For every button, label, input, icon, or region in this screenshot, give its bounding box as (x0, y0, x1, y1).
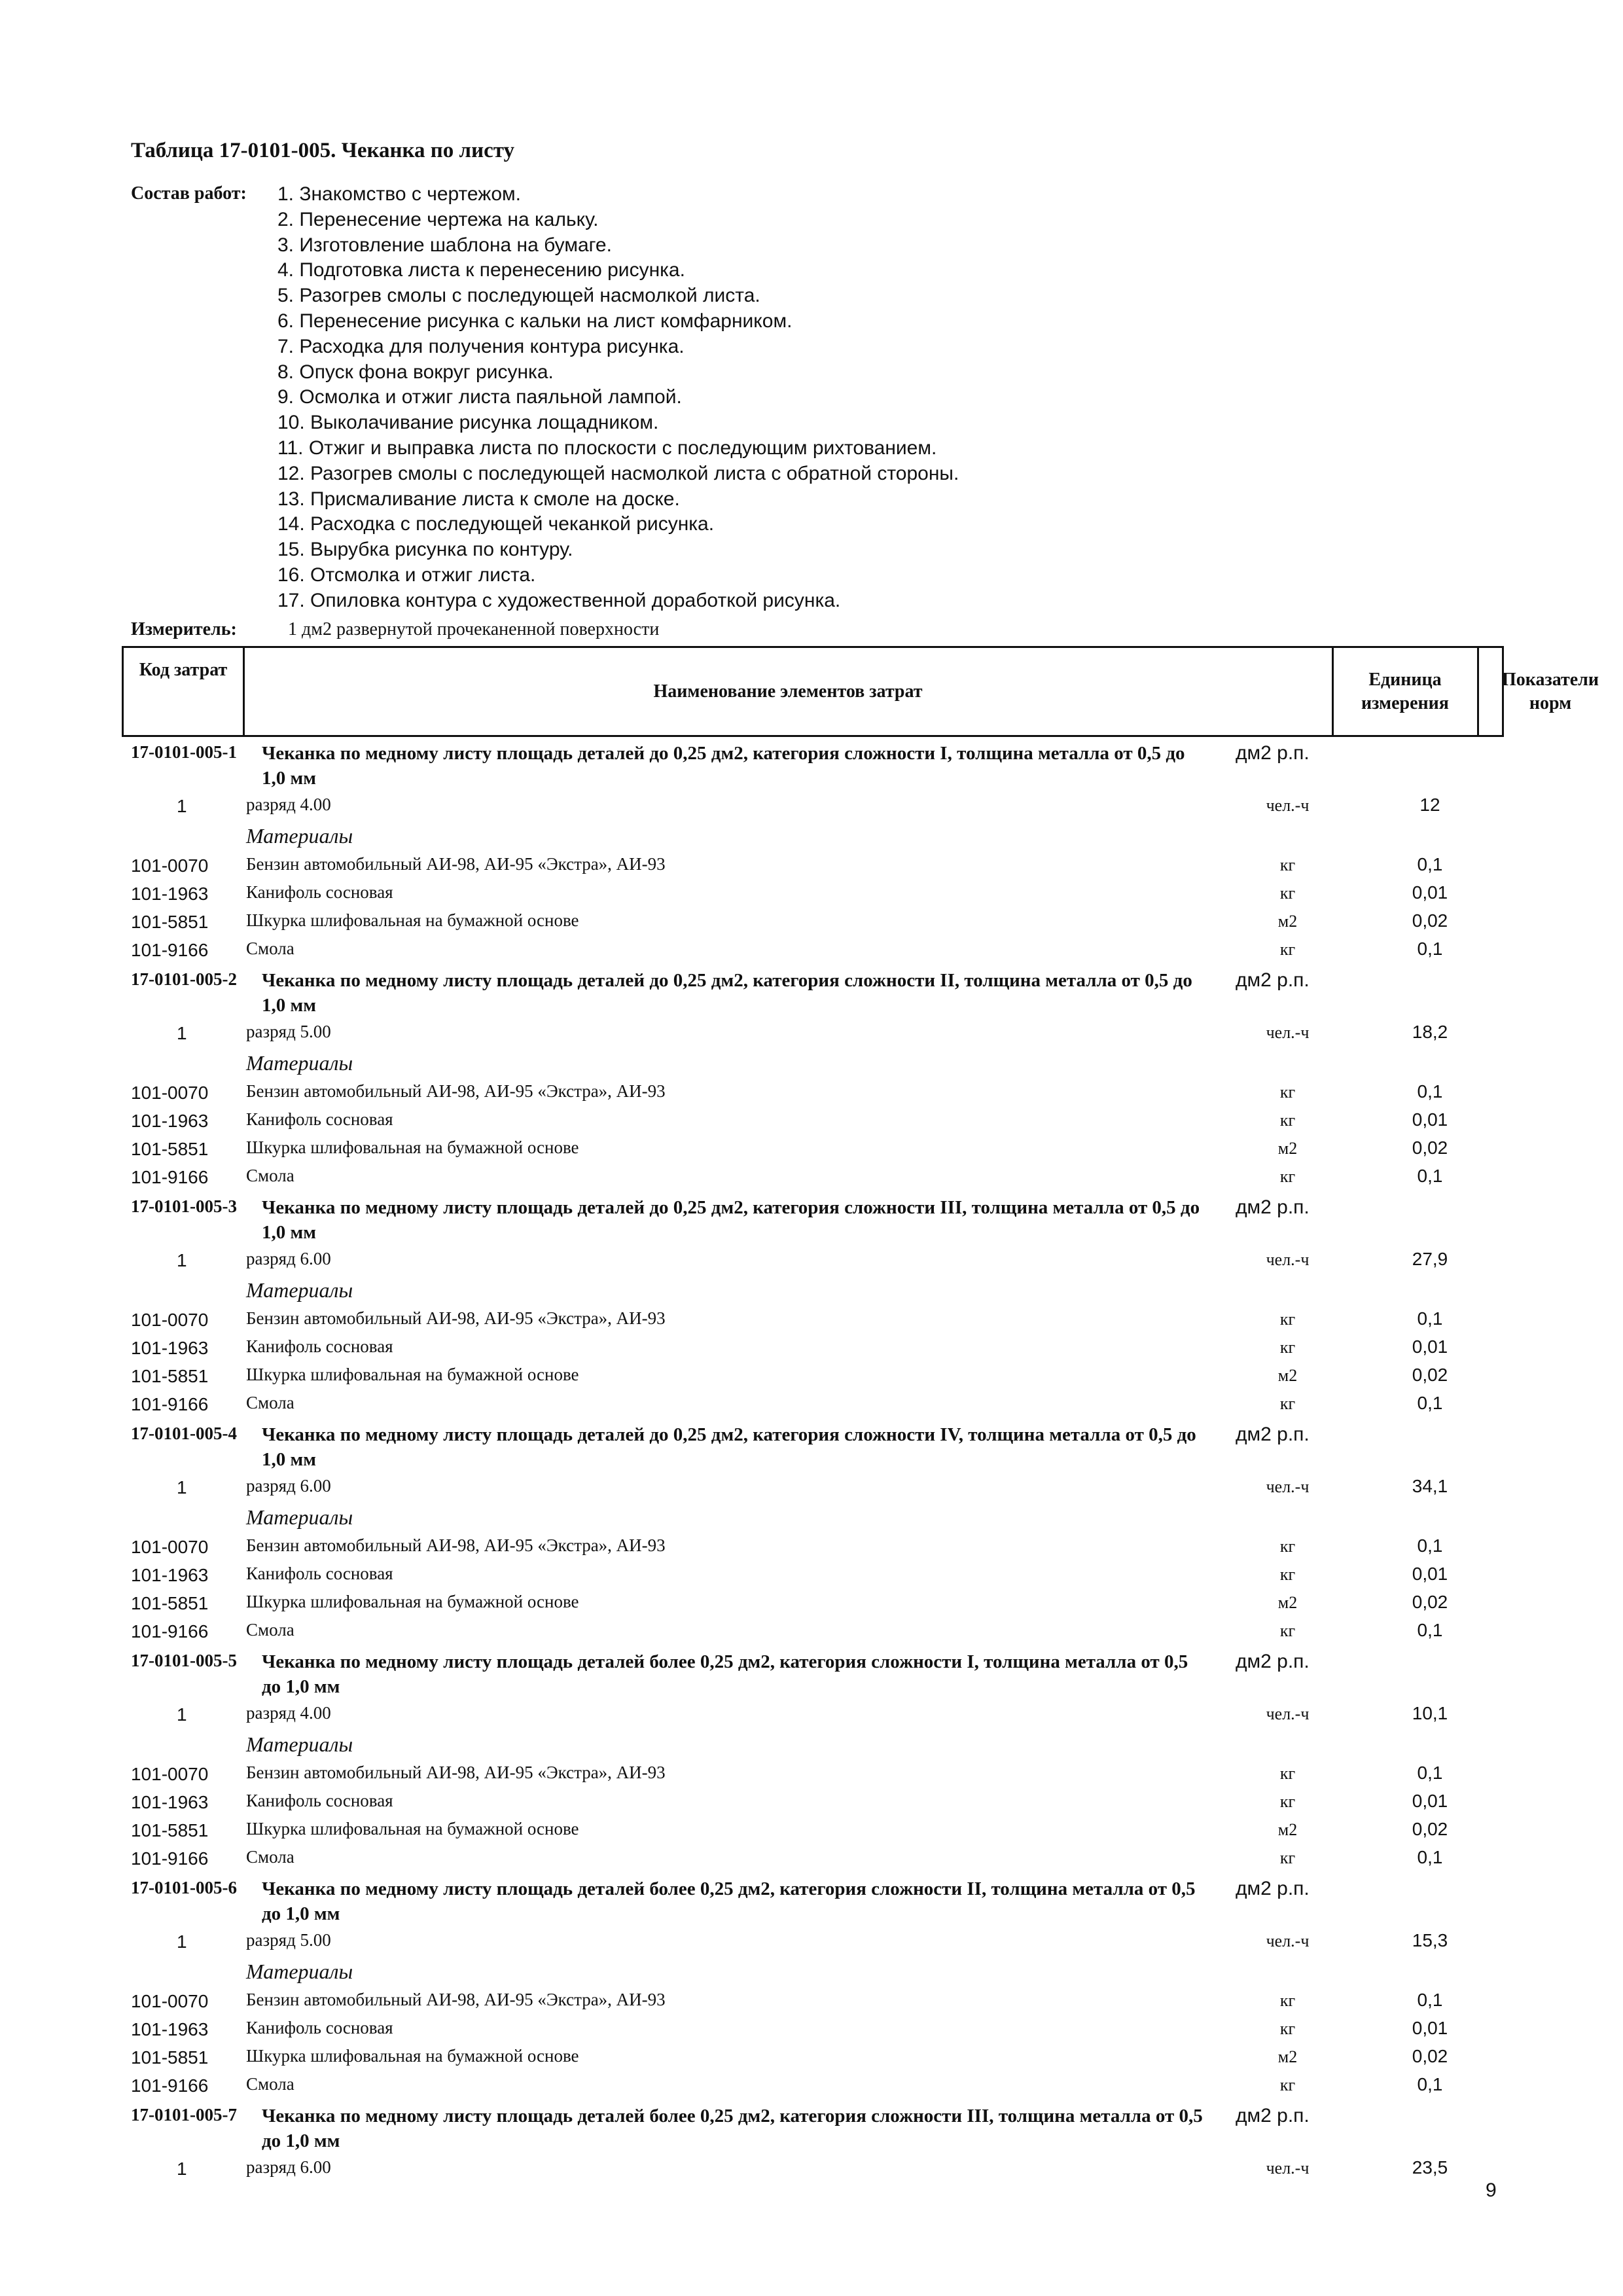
cell-unit: м2 (1277, 912, 1298, 931)
cell-code: 101-9166 (131, 940, 209, 960)
cell-code: 17-0101-005-3 (131, 1196, 237, 1216)
page-title: Таблица 17-0101-005. Чеканка по листу (131, 139, 515, 162)
cell-unit: кг (1279, 855, 1296, 874)
section-row (0, 1873, 1623, 1928)
cell-code: 101-5851 (131, 1593, 209, 1613)
cell-unit: кг (1279, 1394, 1296, 1413)
cell-norm: 23,5 (1412, 2157, 1448, 2178)
cell-name: Чеканка по медному листу площадь деталей до 0,25 дм2, категория сложности III, толщина металла от 0,5 до 1,0 мм (262, 1197, 1200, 1243)
cell-unit: кг (1279, 940, 1296, 959)
material-row (0, 1079, 1623, 1107)
cell-unit: м2 (1277, 1593, 1298, 1612)
material-row (0, 1816, 1623, 1844)
cell-name: разряд 5.00 (246, 1022, 331, 1041)
cell-unit: м2 (1277, 1366, 1298, 1385)
cell-unit: дм2 р.п. (1236, 969, 1310, 991)
cell-name: Канифоль сосновая (246, 1109, 393, 1129)
cell-norm: 0,1 (1417, 1847, 1443, 1867)
section-row (0, 737, 1623, 792)
cell-unit: кг (1279, 1310, 1296, 1329)
material-row (0, 1561, 1623, 1589)
cell-unit: кг (1279, 1621, 1296, 1640)
work-step: 14. Расходка с последующей чеканкой рисунка. (277, 513, 715, 535)
material-row (0, 1987, 1623, 2015)
cell-name: Бензин автомобильный АИ-98, АИ-95 «Экстра», АИ-93 (246, 1308, 666, 1328)
material-row (0, 1362, 1623, 1390)
materials-heading-row (0, 1729, 1623, 1760)
cell-unit: дм2 р.п. (1236, 1651, 1310, 1672)
material-row (0, 852, 1623, 880)
cell-code: 101-0070 (131, 1991, 209, 2011)
labor-row (0, 1019, 1623, 1047)
materials-heading-row (0, 1956, 1623, 1987)
cell-name: Смола (246, 1847, 294, 1867)
cell-norm: 0,01 (1412, 882, 1448, 903)
cell-code: 1 (177, 1931, 187, 1952)
cell-name: Шкурка шлифовальная на бумажной основе (246, 1365, 579, 1384)
cell-norm: 12 (1419, 795, 1440, 815)
labor-row (0, 1928, 1623, 1956)
materials-heading-row (0, 1501, 1623, 1533)
cell-code: 17-0101-005-4 (131, 1424, 237, 1443)
cell-code: 101-1963 (131, 1111, 209, 1131)
work-step: 9. Осмолка и отжиг листа паяльной лампой. (277, 386, 682, 408)
cell-unit: кг (1279, 1991, 1296, 2010)
material-row (0, 1760, 1623, 1788)
cell-name: Шкурка шлифовальная на бумажной основе (246, 910, 579, 930)
cell-unit: м2 (1277, 2047, 1298, 2066)
cell-code: 101-0070 (131, 855, 209, 876)
cell-name: Чеканка по медному листу площадь деталей более 0,25 дм2, категория сложности II, толщина металла от 0,5 до 1,0 мм (262, 1878, 1196, 1924)
cell-norm: 0,1 (1417, 1763, 1443, 1783)
cell-code: 17-0101-005-7 (131, 2105, 237, 2125)
cell-code: 101-1963 (131, 1565, 209, 1585)
cell-code: 101-5851 (131, 1820, 209, 1840)
cell-unit: кг (1279, 1111, 1296, 1130)
cell-norm: 0,02 (1412, 1365, 1448, 1385)
cell-norm: 0,01 (1412, 2018, 1448, 2038)
material-row (0, 1533, 1623, 1561)
cell-code: 1 (177, 1704, 187, 1725)
cell-code: 101-5851 (131, 912, 209, 932)
cell-norm: 0,1 (1417, 1535, 1443, 1556)
materials-heading-row (0, 820, 1623, 852)
cell-code: 1 (177, 1250, 187, 1270)
cell-unit: дм2 р.п. (1236, 742, 1310, 764)
cell-code: 101-9166 (131, 1621, 209, 1641)
cell-code: 1 (177, 1023, 187, 1043)
work-step: 12. Разогрев смолы с последующей насмолкой листа с обратной стороны. (277, 462, 959, 484)
material-row (0, 2015, 1623, 2043)
cell-name: Канифоль сосновая (246, 1791, 393, 1810)
work-step: 1. Знакомство с чертежом. (277, 183, 521, 205)
work-step: 8. Опуск фона вокруг рисунка. (277, 361, 554, 383)
material-row (0, 880, 1623, 908)
cell-name: Чеканка по медному листу площадь деталей до 0,25 дм2, категория сложности IV, толщина металла от 0,5 до 1,0 мм (262, 1424, 1196, 1470)
cell-unit: чел.-ч (1266, 1477, 1310, 1496)
cell-norm: 0,1 (1417, 1166, 1443, 1186)
cell-name: Материалы (246, 1732, 353, 1756)
page-number: 9 (1486, 2179, 1497, 2201)
work-composition-list (277, 182, 959, 614)
cell-unit: кг (1279, 1167, 1296, 1186)
cell-norm: 0,01 (1412, 1564, 1448, 1584)
work-step: 6. Перенесение рисунка с кальки на лист комфарником. (277, 310, 793, 332)
work-step: 2. Перенесение чертежа на кальку. (277, 208, 599, 230)
material-row (0, 2043, 1623, 2072)
cell-name: Шкурка шлифовальная на бумажной основе (246, 2046, 579, 2066)
cell-name: Чеканка по медному листу площадь деталей более 0,25 дм2, категория сложности I, толщина металла от 0,5 до 1,0 мм (262, 1651, 1188, 1697)
cell-code: 101-9166 (131, 1167, 209, 1187)
cell-unit: кг (1279, 1537, 1296, 1556)
cell-name: Бензин автомобильный АИ-98, АИ-95 «Экстра», АИ-93 (246, 1535, 666, 1555)
material-row (0, 1163, 1623, 1191)
cell-norm: 18,2 (1412, 1022, 1448, 1042)
work-step: 15. Вырубка рисунка по контуру. (277, 539, 573, 561)
cell-unit: кг (1279, 2019, 1296, 2038)
section-row (0, 1645, 1623, 1700)
material-row (0, 1844, 1623, 1873)
cell-name: разряд 4.00 (246, 795, 331, 814)
header-unit: Единица измерения (1361, 669, 1449, 713)
cell-unit: кг (1279, 1338, 1296, 1357)
cell-code: 101-5851 (131, 1366, 209, 1386)
cell-code: 17-0101-005-6 (131, 1878, 237, 1897)
cell-code: 1 (177, 1477, 187, 1498)
cell-code: 101-1963 (131, 2019, 209, 2039)
cell-name: Бензин автомобильный АИ-98, АИ-95 «Экстра», АИ-93 (246, 1081, 666, 1101)
cell-norm: 0,02 (1412, 910, 1448, 931)
cell-code: 101-0070 (131, 1537, 209, 1557)
material-row (0, 1306, 1623, 1334)
cell-name: Шкурка шлифовальная на бумажной основе (246, 1819, 579, 1839)
cell-code: 101-1963 (131, 1338, 209, 1358)
cell-unit: чел.-ч (1266, 1023, 1310, 1042)
cell-norm: 0,02 (1412, 2046, 1448, 2066)
cell-norm: 0,1 (1417, 1990, 1443, 2010)
material-row (0, 1107, 1623, 1135)
cell-name: разряд 6.00 (246, 1476, 331, 1496)
cell-code: 101-9166 (131, 1848, 209, 1869)
work-step: 4. Подготовка листа к перенесению рисунка. (277, 259, 685, 281)
material-row (0, 936, 1623, 964)
material-row (0, 1589, 1623, 1617)
section-row (0, 1191, 1623, 1246)
cell-norm: 0,1 (1417, 1081, 1443, 1102)
cell-norm: 0,1 (1417, 939, 1443, 959)
work-step: 11. Отжиг и выправка листа по плоскости с последующим рихтованием. (277, 437, 937, 459)
cell-code: 17-0101-005-2 (131, 969, 237, 989)
cell-name: Бензин автомобильный АИ-98, АИ-95 «Экстра», АИ-93 (246, 1763, 666, 1782)
cell-unit: дм2 р.п. (1236, 1878, 1310, 1899)
cell-name: Материалы (246, 1278, 353, 1302)
cell-code: 101-0070 (131, 1310, 209, 1330)
measure-label: Измеритель: (131, 619, 237, 639)
table-body (0, 737, 1623, 2183)
work-step: 10. Выколачивание рисунка лощадником. (277, 412, 659, 434)
cell-code: 1 (177, 796, 187, 816)
cell-unit: кг (1279, 1792, 1296, 1811)
cell-unit: кг (1279, 1848, 1296, 1867)
labor-row (0, 1246, 1623, 1274)
cell-unit: чел.-ч (1266, 796, 1310, 815)
cell-norm: 0,02 (1412, 1819, 1448, 1839)
cell-unit: м2 (1277, 1820, 1298, 1839)
cell-unit: кг (1279, 884, 1296, 903)
cell-name: разряд 5.00 (246, 1930, 331, 1950)
cell-unit: кг (1279, 1565, 1296, 1584)
cell-code: 101-9166 (131, 2075, 209, 2096)
material-row (0, 2072, 1623, 2100)
labor-row (0, 1473, 1623, 1501)
cell-code: 101-5851 (131, 2047, 209, 2068)
cell-unit: дм2 р.п. (1236, 2105, 1310, 2126)
cell-name: Материалы (246, 824, 353, 848)
header-name: Наименование элементов затрат (653, 681, 923, 702)
material-row (0, 1617, 1623, 1645)
labor-row (0, 792, 1623, 820)
section-row (0, 964, 1623, 1019)
materials-heading-row (0, 1047, 1623, 1079)
cell-norm: 10,1 (1412, 1703, 1448, 1723)
cell-code: 101-1963 (131, 1792, 209, 1812)
cell-unit: чел.-ч (1266, 1250, 1310, 1269)
section-row (0, 1418, 1623, 1473)
cell-unit: м2 (1277, 1139, 1298, 1158)
header-norm: Показатели норм (1501, 669, 1599, 713)
cell-norm: 0,01 (1412, 1791, 1448, 1811)
cell-code: 1 (177, 2159, 187, 2179)
work-step: 5. Разогрев смолы с последующей насмолкой листа. (277, 285, 760, 307)
cell-norm: 15,3 (1412, 1930, 1448, 1950)
cell-name: разряд 6.00 (246, 1249, 331, 1268)
cell-name: Шкурка шлифовальная на бумажной основе (246, 1592, 579, 1611)
cell-norm: 0,1 (1417, 1393, 1443, 1413)
cell-unit: чел.-ч (1266, 2159, 1310, 2178)
material-row (0, 1788, 1623, 1816)
cell-norm: 0,02 (1412, 1592, 1448, 1612)
cell-name: Смола (246, 1166, 294, 1185)
cell-name: Канифоль сосновая (246, 1336, 393, 1356)
material-row (0, 908, 1623, 936)
cell-unit: кг (1279, 1764, 1296, 1783)
header-code: Код затрат (139, 660, 228, 680)
cell-name: Чеканка по медному листу площадь деталей до 0,25 дм2, категория сложности II, толщина металла от 0,5 до 1,0 мм (262, 970, 1192, 1016)
cell-code: 101-1963 (131, 884, 209, 904)
cell-name: Канифоль сосновая (246, 2018, 393, 2037)
material-row (0, 1135, 1623, 1163)
cell-name: Материалы (246, 1051, 353, 1075)
cell-name: Шкурка шлифовальная на бумажной основе (246, 1138, 579, 1157)
cell-norm: 0,01 (1412, 1336, 1448, 1357)
cell-unit: чел.-ч (1266, 1704, 1310, 1723)
cell-name: разряд 6.00 (246, 2157, 331, 2177)
cell-norm: 0,01 (1412, 1109, 1448, 1130)
cell-name: Бензин автомобильный АИ-98, АИ-95 «Экстра», АИ-93 (246, 1990, 666, 2009)
cell-code: 101-9166 (131, 1394, 209, 1414)
cell-name: Бензин автомобильный АИ-98, АИ-95 «Экстра», АИ-93 (246, 854, 666, 874)
work-step: 13. Присмаливание листа к смоле на доске. (277, 488, 680, 510)
work-step: 3. Изготовление шаблона на бумаге. (277, 234, 612, 256)
cell-name: Смола (246, 939, 294, 958)
cell-norm: 0,02 (1412, 1138, 1448, 1158)
cell-unit: дм2 р.п. (1236, 1424, 1310, 1445)
cell-unit: кг (1279, 2075, 1296, 2094)
table-header (122, 646, 1599, 737)
labor-row (0, 1700, 1623, 1729)
cell-unit: чел.-ч (1266, 1931, 1310, 1950)
cell-code: 101-0070 (131, 1083, 209, 1103)
cell-norm: 34,1 (1412, 1476, 1448, 1496)
cell-name: Смола (246, 1393, 294, 1412)
cell-name: Канифоль сосновая (246, 882, 393, 902)
work-step: 7. Расходка для получения контура рисунка. (277, 335, 685, 357)
cell-name: разряд 4.00 (246, 1703, 331, 1723)
cell-unit: кг (1279, 1083, 1296, 1102)
cell-code: 17-0101-005-5 (131, 1651, 237, 1670)
cell-norm: 0,1 (1417, 854, 1443, 874)
cell-name: Материалы (246, 1505, 353, 1529)
section-row (0, 2100, 1623, 2155)
cell-norm: 27,9 (1412, 1249, 1448, 1269)
cell-name: Чеканка по медному листу площадь деталей более 0,25 дм2, категория сложности III, толщина металла от 0,5 до 1,0 мм (262, 2106, 1203, 2151)
material-row (0, 1334, 1623, 1362)
work-composition-label: Состав работ: (131, 183, 247, 204)
cell-code: 101-0070 (131, 1764, 209, 1784)
labor-row (0, 2155, 1623, 2183)
cell-name: Материалы (246, 1960, 353, 1983)
work-step: 17. Опиловка контура с художественной доработкой рисунка. (277, 589, 841, 611)
material-row (0, 1390, 1623, 1418)
cell-name: Смола (246, 2074, 294, 2094)
cell-norm: 0,1 (1417, 2074, 1443, 2094)
cell-code: 17-0101-005-1 (131, 742, 237, 762)
cell-unit: дм2 р.п. (1236, 1196, 1310, 1218)
cell-name: Смола (246, 1620, 294, 1640)
cell-norm: 0,1 (1417, 1308, 1443, 1329)
measure-value: 1 дм2 развернутой прочеканенной поверхности (288, 619, 660, 639)
cell-code: 101-5851 (131, 1139, 209, 1159)
cell-norm: 0,1 (1417, 1620, 1443, 1640)
materials-heading-row (0, 1274, 1623, 1306)
cell-name: Чеканка по медному листу площадь деталей до 0,25 дм2, категория сложности I, толщина металла от 0,5 до 1,0 мм (262, 743, 1185, 789)
work-step: 16. Отсмолка и отжиг листа. (277, 564, 536, 586)
cell-name: Канифоль сосновая (246, 1564, 393, 1583)
